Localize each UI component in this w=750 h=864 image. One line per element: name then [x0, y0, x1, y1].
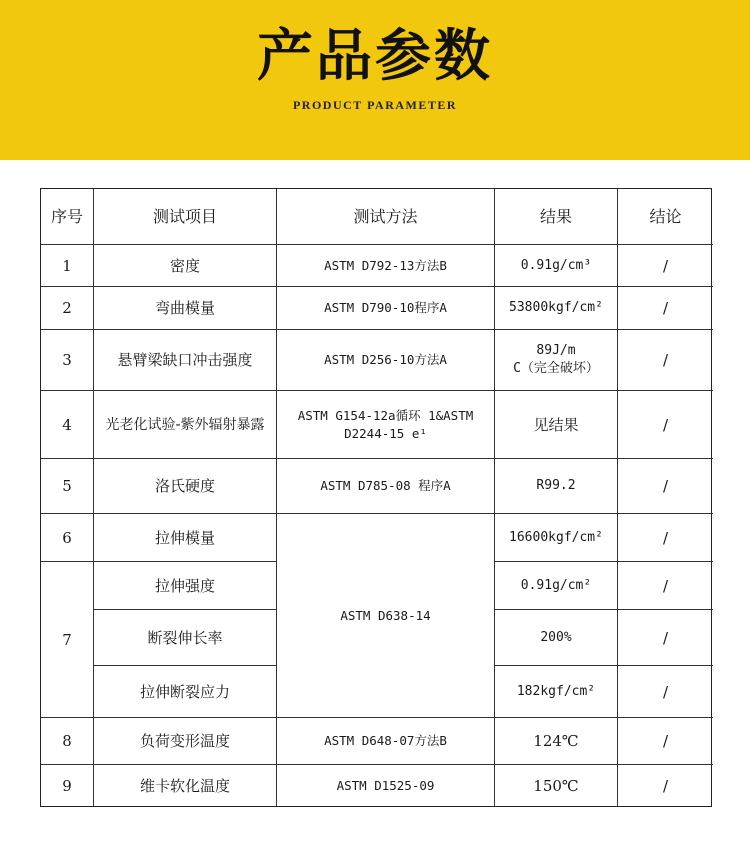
row-5-conclusion: /: [618, 459, 713, 514]
row-1-result: 0.91g/cm³: [495, 245, 618, 287]
row-7c-item: 拉伸断裂应力: [94, 666, 277, 718]
row-3-result-line2: C（完全破坏）: [513, 361, 599, 376]
row-7a-conclusion: /: [618, 562, 713, 610]
row-4-item: 光老化试验-紫外辐射暴露: [94, 391, 277, 459]
row-4-method-line1: ASTM G154-12a循环 1&ASTM: [297, 407, 474, 423]
row-2-item: 弯曲模量: [94, 287, 277, 330]
row-9-result: 150℃: [495, 765, 618, 806]
row-3-result: [495, 330, 618, 391]
row-2-result: 53800kgf/cm²: [495, 287, 618, 330]
row-9-item: 维卡软化温度: [94, 765, 277, 806]
row-6-conclusion: /: [618, 514, 713, 562]
row-7b-item: 断裂伸长率: [94, 610, 277, 666]
row-1-no: 1: [41, 245, 94, 287]
row-4-conclusion: /: [618, 391, 713, 459]
row-8-no: 8: [41, 718, 94, 765]
row-8-conclusion: /: [618, 718, 713, 765]
row-3-method: ASTM D256-10方法A: [277, 330, 495, 391]
row-8-method: ASTM D648-07方法B: [277, 718, 495, 765]
row-8-result: 124℃: [495, 718, 618, 765]
row-6-result: 16600kgf/cm²: [495, 514, 618, 562]
row-9-conclusion: /: [662, 776, 669, 795]
row-7c-result: 182kgf/cm²: [495, 666, 618, 718]
header-method: 测试方法: [277, 189, 495, 245]
row-3-result-line1: 89J/m: [536, 343, 576, 358]
row-5-method: ASTM D785-08 程序A: [277, 459, 495, 514]
row-9-no: 9: [41, 765, 94, 806]
row-7b-result: 200%: [495, 610, 618, 666]
row-3-item: 悬臂梁缺口冲击强度: [94, 330, 277, 391]
header-banner: [0, 0, 750, 160]
row-6-item: 拉伸模量: [94, 514, 277, 562]
row-9-method: ASTM D1525-09: [277, 765, 495, 806]
row-1-item: 密度: [94, 245, 277, 287]
merged-method-cell: ASTM D638-14: [277, 514, 495, 718]
header-item: 测试项目: [94, 189, 277, 245]
row-4-no: 4: [41, 391, 94, 459]
page-title: 产品参数: [257, 24, 493, 89]
row-4-method-line2: D2244-15 e¹: [344, 425, 427, 441]
row-3-no: 3: [41, 330, 94, 391]
header-no: 序号: [41, 189, 94, 245]
row-2-method: ASTM D790-10程序A: [277, 287, 495, 330]
row-7a-result: 0.91g/cm²: [495, 562, 618, 610]
row-5-result: R99.2: [495, 459, 618, 514]
parameter-table: [40, 188, 712, 807]
row-3-conclusion: /: [618, 330, 713, 391]
row-5-item: 洛氏硬度: [94, 459, 277, 514]
row-8-item: 负荷变形温度: [94, 718, 277, 765]
row-6-no: 6: [41, 514, 94, 562]
row-2-no: 2: [41, 287, 94, 330]
row-7c-conclusion: /: [618, 666, 713, 718]
header-result: 结果: [495, 189, 618, 245]
row-2-conclusion: /: [618, 287, 713, 330]
page-subtitle: PRODUCT PARAMETER: [292, 98, 458, 112]
row-7b-conclusion: /: [618, 610, 713, 666]
row-4-result: 见结果: [495, 391, 618, 459]
row-7-no: 7: [41, 562, 94, 718]
row-7a-item: 拉伸强度: [94, 562, 277, 610]
header-conclusion: 结论: [618, 189, 713, 245]
row-1-method: ASTM D792-13方法B: [277, 245, 495, 287]
row-1-conclusion: /: [618, 245, 713, 287]
row-5-no: 5: [41, 459, 94, 514]
row-4-method: [277, 391, 495, 459]
